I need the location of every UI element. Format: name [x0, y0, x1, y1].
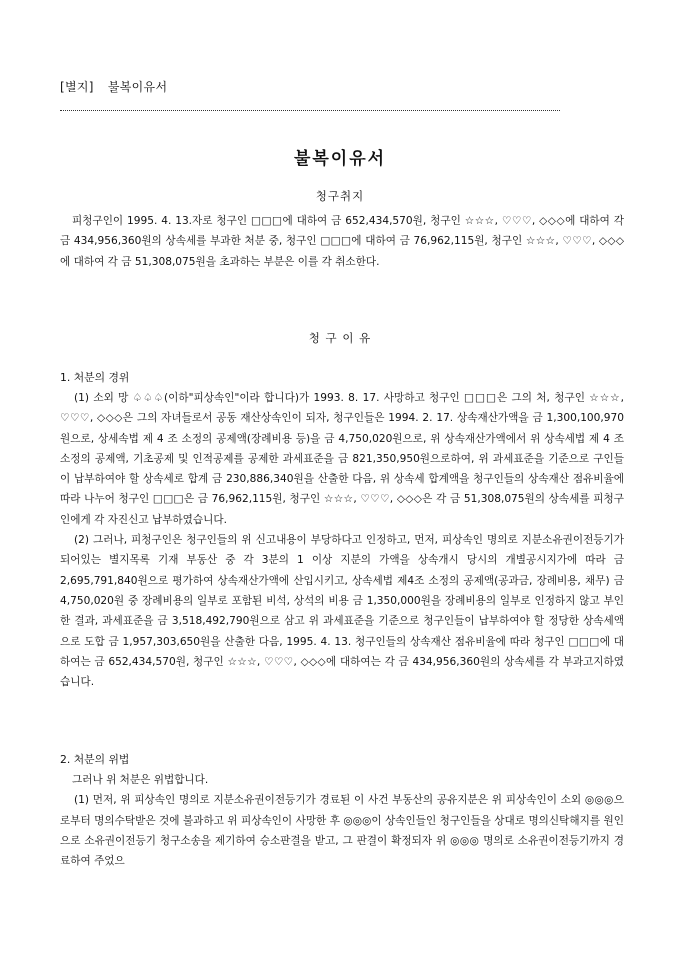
- attachment-label: 불복이유서: [107, 80, 168, 94]
- document-title: 불복이유서: [293, 149, 387, 169]
- purpose-body: [60, 211, 624, 272]
- attachment-header: [60, 78, 167, 95]
- section2-title: 2. 처분의 위법: [60, 753, 130, 766]
- section2-body: [60, 770, 624, 871]
- section1-para2: (2) 그러나, 피청구인은 청구인들의 위 신고내용이 부당하다고 인정하고, 먼저, 피상속인 명의로 지분소유권이전등기가 되어있는 별지목록 기재 부동산 중 각 3분의 1 이상 지분의 가액을 상속개시 당시의 개별공시지가에 따라 금 2,695,791,840원으로 평가하여 상속재산가액에 산입시키고, 상속세법 제4조 소정의 공제액(공과금, 장례비용, 채무) 금 4,750,020원 중 장례비용의 일부로 포함된 비석, 상석의 비용 금 1,350,000원을 장례비용의 일부로 인정하지 않고 부인한 결과, 과세표준을 금 3,518,492,790원으로 삼고 위 과세표준을 기준으로 청구인들이 납부하여야 할 정당한 상속세액으로 도합 금 1,957,303,650원을 산출한 다음, 1995. 4. 13. 청구인들의 상속재산 점유비율에 따라 청구인 □□□에 대하여는 금 652,434,570원, 청구인 ☆☆☆, ♡♡♡, ◇◇◇에 대하여는 각 금 434,956,360원의 상속세를 각 부과고지하였습니다.: [60, 534, 624, 689]
- purpose-heading: 청구취지: [315, 189, 365, 203]
- attachment-tag: [별지]: [60, 80, 94, 94]
- dotted-divider: [60, 110, 560, 111]
- section2-intro: 그러나 위 처분은 위법합니다.: [72, 774, 209, 786]
- section1-body: [60, 388, 624, 692]
- section1-para1: (1) 소외 망 ♤♤♤(이하"피상속인"이라 합니다)가 1993. 8. 17. 사망하고 청구인 □□□은 그의 처, 청구인 ☆☆☆, ♡♡♡, ◇◇◇은 그의 자녀들로서 공동 재산상속인이 되자, 청구인들은 1994. 2. 17. 상속재산가액을 금 1,300,100,970원으로, 상세속법 제 4 조 소정의 공제액(장례비용 등)을 금 4,750,020원으로, 위 상속재산가액에서 위 상속세법 제 4 조 소정의 공제액, 기초공제 및 인적공제를 공제한 과세표준을 금 821,350,950원으로하여, 위 과세표준을 기준으로 구인들이 납부하여야 할 상속세로 합계 금 230,886,340원을 산출한 다음, 위 상속세 합계액을 청구인들의 상속재산 점유비율에 따라 나누어 청구인 □□□은 금 76,962,115원, 청구인 ☆☆☆, ♡♡♡, ◇◇◇은 각 금 51,308,075원의 상속세를 피청구인에게 각 자진신고 납부하였습니다.: [60, 392, 624, 526]
- purpose-text: 피청구인이 1995. 4. 13.자로 청구인 □□□에 대하여 금 652,434,570원, 청구인 ☆☆☆, ♡♡♡, ◇◇◇에 대하여 각 금 434,956,360원의 상속세를 부과한 처분 중, 청구인 □□□에 대하여 금 76,962,115원, 청구인 ☆☆☆, ♡♡♡, ◇◇◇에 대하여 각 금 51,308,075원을 초과하는 부분은 이를 각 취소한다.: [60, 215, 624, 268]
- section2-para1: (1) 먼저, 위 피상속인 명의로 지분소유권이전등기가 경료된 이 사건 부동산의 공유지분은 위 피상속인이 소외 ◎◎◎으로부터 명의수탁받은 것에 불과하고 위 피상속인이 사망한 후 ◎◎◎이 상속인들인 청구인들을 상대로 명의신탁해지를 원인으로 소유권이전등기 청구소송을 제기하여 승소판결을 받고, 그 판결이 확정되자 위 ◎◎◎ 명의로 소유권이전등기까지 경료하여 주었으: [60, 794, 624, 868]
- reasons-heading: 청 구 이 유: [308, 331, 372, 345]
- section1-title: 1. 처분의 경위: [60, 371, 130, 384]
